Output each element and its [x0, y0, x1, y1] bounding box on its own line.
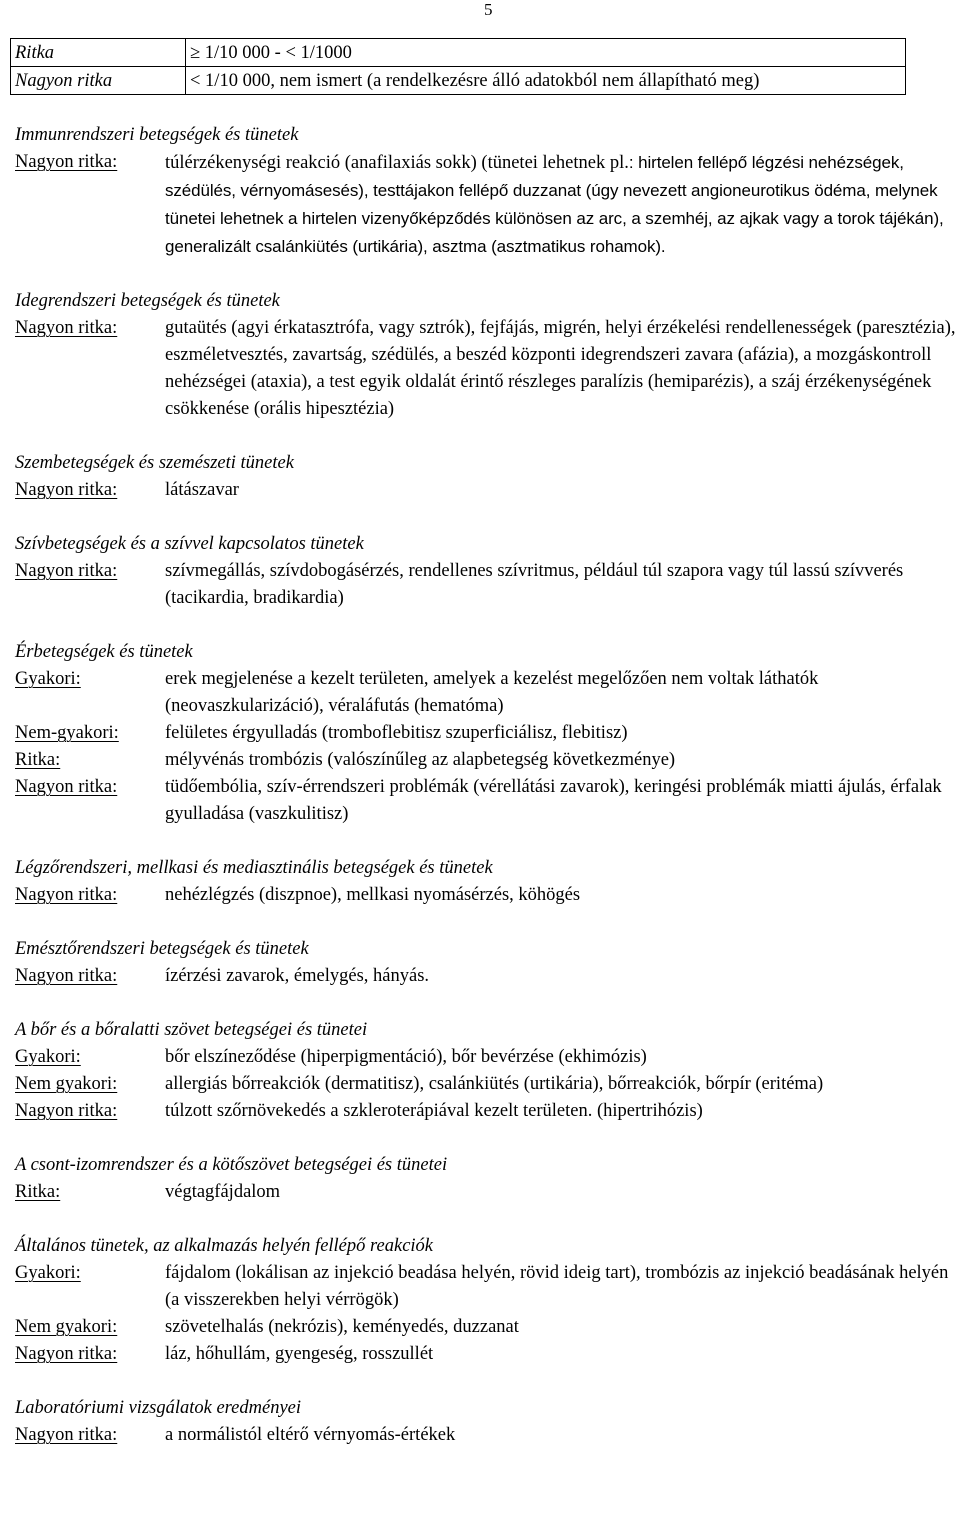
frequency-table: [10, 38, 906, 95]
table-row: [11, 67, 906, 95]
section-skin: [15, 1017, 957, 1125]
frequency-label: Gyakori:: [15, 1047, 81, 1067]
effect-text: felületes érgyulladás (tromboflebitisz szuperficiálisz, flebitisz): [165, 723, 628, 743]
frequency-label: Nagyon ritka:: [15, 1425, 118, 1445]
effect-text: szövetelhalás (nekrózis), keményedés, duzzanat: [165, 1317, 519, 1337]
effect-text: végtagfájdalom: [165, 1182, 281, 1202]
list-item: [15, 1071, 957, 1098]
frequency-label: Nagyon ritka:: [15, 480, 118, 500]
section-musculoskeletal: [15, 1152, 957, 1206]
section-heading: Érbetegségek és tünetek: [15, 642, 193, 662]
list-item: [15, 747, 957, 774]
frequency-label: Nem-gyakori:: [15, 723, 119, 743]
effect-text: szívmegállás, szívdobogásérzés, rendellenes szívritmus, például túl szapora vagy túl lassú szívverés (tacikardia, bradikardia): [165, 561, 904, 608]
section-gastrointestinal: [15, 936, 957, 990]
frequency-label: Nagyon ritka:: [15, 152, 118, 172]
list-item: [15, 1098, 957, 1125]
section-heading: Emésztőrendszeri betegségek és tünetek: [15, 939, 309, 959]
frequency-term: Ritka: [11, 39, 186, 67]
effect-text: [165, 149, 957, 261]
section-heading: Laboratóriumi vizsgálatok eredményei: [15, 1398, 302, 1418]
section-respiratory: [15, 855, 957, 909]
list-item: [15, 1044, 957, 1071]
effect-text: látászavar: [165, 480, 239, 500]
section-heading: A csont-izomrendszer és a kötőszövet betegségei és tünetei: [15, 1155, 448, 1175]
frequency-label: Nagyon ritka:: [15, 318, 118, 338]
effect-text: a normálistól eltérő vérnyomás-értékek: [165, 1425, 456, 1445]
list-item: [15, 882, 957, 909]
list-item: [15, 1179, 957, 1206]
table-row: [11, 39, 906, 67]
list-item: [15, 477, 957, 504]
list-item: [15, 720, 957, 747]
section-heading: A bőr és a bőralatti szövet betegségei és tünetei: [15, 1020, 368, 1040]
page-number: 5: [484, 0, 493, 19]
frequency-label: Nem gyakori:: [15, 1074, 118, 1094]
frequency-label: Ritka:: [15, 750, 61, 770]
list-item: [15, 774, 957, 828]
section-heading: Szembetegségek és szemészeti tünetek: [15, 453, 294, 473]
list-item: [15, 1341, 957, 1368]
frequency-label: Nagyon ritka:: [15, 966, 118, 986]
side-effects-content: [15, 122, 957, 1476]
list-item: [15, 315, 957, 423]
list-item: [15, 1422, 957, 1449]
section-immune: [15, 122, 957, 261]
effect-text-sans: : hirtelen fellépő légzési nehézségek, szédülés, vérnyomásesés), testtájakon fellépő duzzanat (úgy nevezett angioneurotikus ödéma, melynek tünetei lehetnek a hirtelen vizenyőképződés különösen az arc, a szemhéj, az ajkak vagy a torok tájékán), generalizált csalánkiütés (urtikária), asztma (asztmatikus rohamok).: [165, 153, 944, 256]
effect-text: erek megjelenése a kezelt területen, amelyek a kezelést megelőzően nem voltak láthatók (neovaszkularizáció), véraláfutás (hematóma): [165, 669, 819, 716]
list-item: [15, 149, 957, 261]
frequency-label: Nagyon ritka:: [15, 561, 118, 581]
section-heading: Szívbetegségek és a szívvel kapcsolatos tünetek: [15, 534, 364, 554]
section-general: [15, 1233, 957, 1368]
section-cardiac: [15, 531, 957, 612]
effect-text: tüdőembólia, szív-érrendszeri problémák (vérellátási zavarok), keringési problémák miatti ájulás, érfalak gyulladása (vaszkulitisz): [165, 777, 942, 824]
frequency-label: Nagyon ritka:: [15, 885, 118, 905]
list-item: [15, 963, 957, 990]
list-item: [15, 1314, 957, 1341]
frequency-label: Gyakori:: [15, 669, 81, 689]
effect-text: allergiás bőrreakciók (dermatitisz), csalánkiütés (urtikária), bőrreakciók, bőrpír (eritéma): [165, 1074, 824, 1094]
section-heading: Immunrendszeri betegségek és tünetek: [15, 125, 299, 145]
effect-text: mélyvénás trombózis (valószínűleg az alapbetegség következménye): [165, 750, 676, 770]
section-heading: Általános tünetek, az alkalmazás helyén fellépő reakciók: [15, 1236, 434, 1256]
frequency-term: Nagyon ritka: [11, 67, 186, 95]
effect-text: gutaütés (agyi érkatasztrófa, vagy sztrók), fejfájás, migrén, helyi érzékelési rendellenességek (paresztézia), eszméletvesztés, zavartság, szédülés, a beszéd központi idegrendszeri zavara (afázia), a mozgáskontroll nehézségei (ataxia), a test egyik oldalát érintő részleges paralízis (hemiparézis), a száj érzékenységének csökkenése (orális hipesztézia): [165, 318, 956, 419]
frequency-label: Gyakori:: [15, 1263, 81, 1283]
section-vascular: [15, 639, 957, 828]
effect-text: fájdalom (lokálisan az injekció beadása helyén, rövid ideig tart), trombózis az injekció beadásának helyén (a visszerekben helyi vérrögök): [165, 1263, 949, 1310]
section-eye: [15, 450, 957, 504]
section-heading: Idegrendszeri betegségek és tünetek: [15, 291, 280, 311]
section-laboratory: [15, 1395, 957, 1449]
list-item: [15, 666, 957, 720]
section-nervous: [15, 288, 957, 423]
frequency-label: Ritka:: [15, 1182, 61, 1202]
frequency-label: Nagyon ritka:: [15, 1344, 118, 1364]
frequency-definition: < 1/10 000, nem ismert (a rendelkezésre álló adatokból nem állapítható meg): [186, 67, 906, 95]
frequency-label: Nem gyakori:: [15, 1317, 118, 1337]
effect-text: ízérzési zavarok, émelygés, hányás.: [165, 966, 430, 986]
list-item: [15, 558, 957, 612]
effect-text: túlzott szőrnövekedés a szkleroterápiával kezelt területen. (hipertrihózis): [165, 1101, 703, 1121]
frequency-label: Nagyon ritka:: [15, 777, 118, 797]
effect-text-serif: túlérzékenységi reakció (anafilaxiás sokk) (tünetei lehetnek pl.: [165, 153, 629, 173]
section-heading: Légzőrendszeri, mellkasi és mediasztinális betegségek és tünetek: [15, 858, 493, 878]
frequency-label: Nagyon ritka:: [15, 1101, 118, 1121]
list-item: [15, 1260, 957, 1314]
frequency-definition: ≥ 1/10 000 - < 1/1000: [186, 39, 906, 67]
effect-text: bőr elszíneződése (hiperpigmentáció), bőr bevérzése (ekhimózis): [165, 1047, 647, 1067]
effect-text: láz, hőhullám, gyengeség, rosszullét: [165, 1344, 434, 1364]
effect-text: nehézlégzés (diszpnoe), mellkasi nyomásérzés, köhögés: [165, 885, 581, 905]
